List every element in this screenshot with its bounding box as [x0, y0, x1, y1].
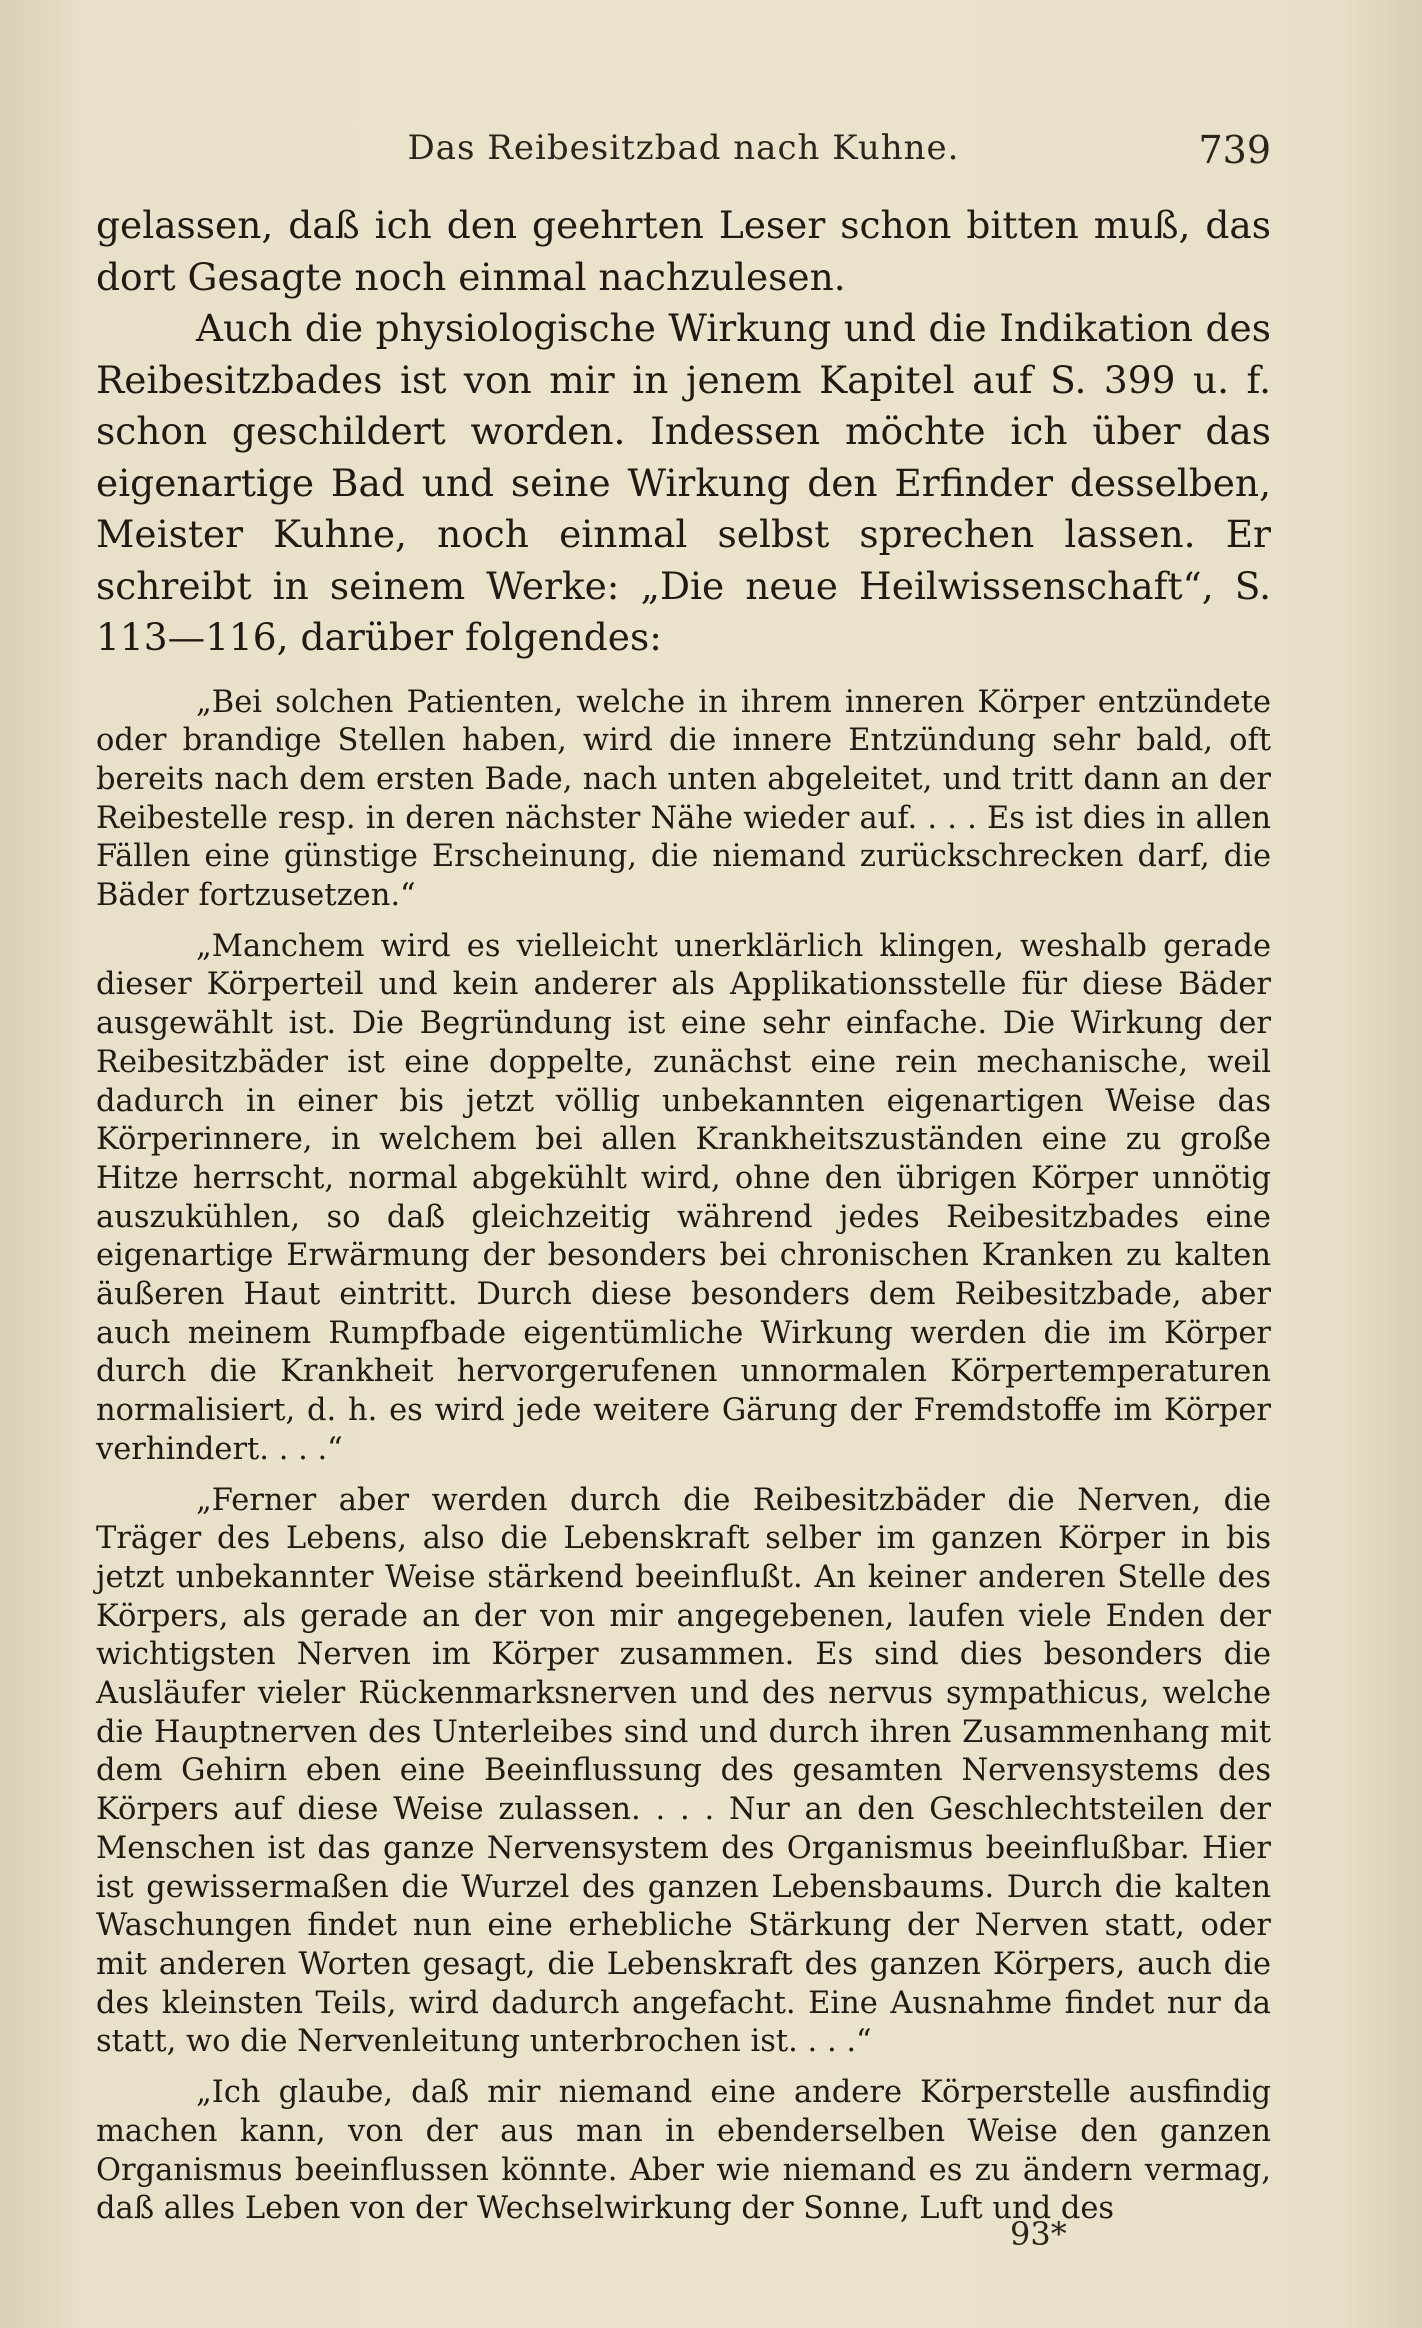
paragraph-intro: Auch die physiologische Wirkung und die Indikation des Reibesitzbades ist von mir in jenem Kapitel auf S. 399 u. f. schon geschildert worden. Indessen möchte ich über das eigenartige Bad und seine Wirkung den Erfinder desselben, Meister Kuhne, noch einmal selbst sprechen lassen. Er schreibt in seinem Werke: „Die neue Heilwissenschaft“, S. 113—116, darüber folgendes:: [96, 306, 1271, 659]
page-header: [96, 128, 1271, 184]
quote-paragraph-3: „Ferner aber werden durch die Reibesitzbäder die Nerven, die Träger des Lebens, also die Lebenskraft selber im ganzen Körper in bis jetzt unbekannter Weise stärkend beeinflußt. An keiner anderen Stelle des Körpers, als gerade an der von mir angegebenen, laufen viele Enden der wichtigsten Nerven im Körper zusammen. Es sind dies besonders die Ausläufer vieler Rückenmarksnerven und des nervus sympathicus, welche die Hauptnerven des Unterleibes sind und durch ihren Zusammenhang mit dem Gehirn eben eine Beeinflussung des gesamten Nervensystems des Körpers auf diese Weise zulassen. . . . Nur an den Geschlechtsteilen der Menschen ist das ganze Nervensystem des Organismus beeinflußbar. Hier ist gewissermaßen die Wurzel des ganzen Lebensbaums. Durch die kalten Waschungen findet nun eine erhebliche Stärkung der Nerven statt, oder mit anderen Worten gesagt, die Lebenskraft des ganzen Körpers, auch die des kleinsten Teils, wird dadurch angefacht. Eine Ausnahme findet nur da statt, wo die Nervenleitung unterbrochen ist. . . .“: [96, 1482, 1271, 2060]
quote-paragraph-1: „Bei solchen Patienten, welche in ihrem inneren Körper entzündete oder brandige Stellen haben, wird die innere Entzündung sehr bald, oft bereits nach dem ersten Bade, nach unten abgeleitet, und tritt dann an der Reibestelle resp. in deren nächster Nähe wieder auf. . . . Es ist dies in allen Fällen eine günstige Erscheinung, die niemand zurückschrecken darf, die Bäder fortzusetzen.“: [96, 684, 1271, 914]
quote-paragraph-2: „Manchem wird es vielleicht unerklärlich klingen, weshalb gerade dieser Körperteil und kein anderer als Applikationsstelle für diese Bäder ausgewählt ist. Die Begründung ist eine sehr einfache. Die Wirkung der Reibesitzbäder ist eine doppelte, zunächst eine rein mechanische, weil dadurch in einer bis jetzt völlig unbekannten eigenartigen Weise das Körperinnere, in welchem bei allen Krankheitszuständen eine zu große Hitze herrscht, normal abgekühlt wird, ohne den übrigen Körper unnötig auszukühlen, so daß gleichzeitig während jedes Reibesitzbades eine eigenartige Erwärmung der besonders bei chronischen Kranken zu kalten äußeren Haut eintritt. Durch diese besonders dem Reibesitzbade, aber auch meinem Rumpfbade eigentümliche Wirkung werden die im Körper durch die Krankheit hervorgerufenen unnormalen Körpertemperaturen normalisiert, d. h. es wird jede weitere Gärung der Fremdstoffe im Körper verhindert. . . .“: [96, 928, 1271, 1467]
page-number: 739: [1198, 128, 1271, 172]
paragraph-continuation: gelassen, daß ich den geehrten Leser schon bitten muß, das dort Gesagte noch einmal nachzulesen.: [96, 203, 1271, 299]
printer-signature: 93*: [1010, 2215, 1067, 2253]
body-text: [96, 200, 1271, 2229]
quote-paragraph-4: „Ich glaube, daß mir niemand eine andere Körperstelle ausfindig machen kann, von der aus man in ebenderselben Weise den ganzen Organismus beeinflussen könnte. Aber wie niemand es zu ändern vermag, daß alles Leben von der Wechselwirkung der Sonne, Luft und des: [96, 2075, 1271, 2227]
running-title: Das Reibesitzbad nach Kuhne.: [407, 128, 960, 168]
